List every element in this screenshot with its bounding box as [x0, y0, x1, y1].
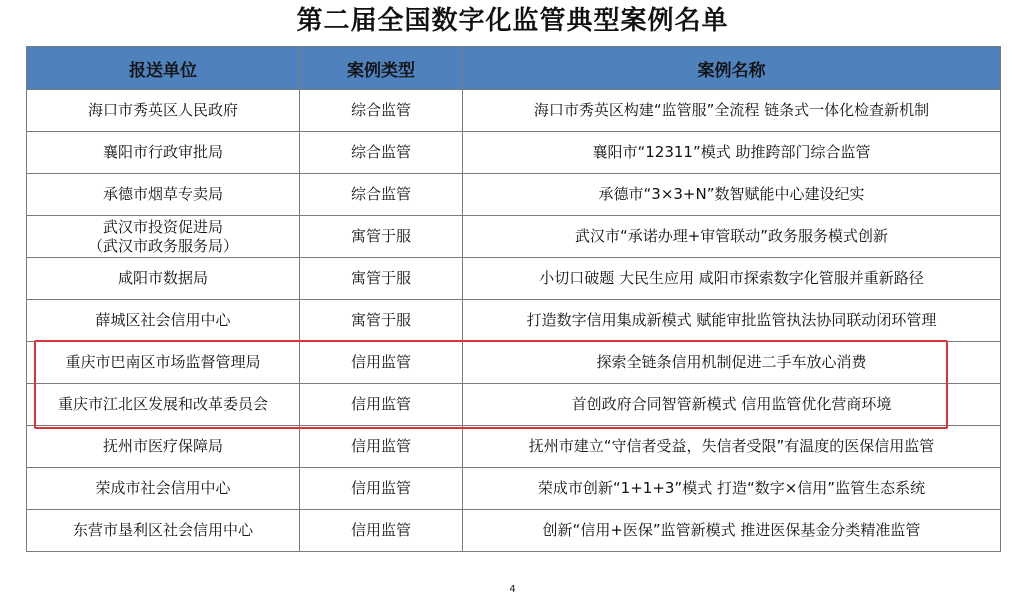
cell-type: 寓管于服 — [300, 258, 463, 300]
cell-unit: 东营市垦利区社会信用中心 — [27, 510, 300, 552]
cell-unit: 咸阳市数据局 — [27, 258, 300, 300]
table-row — [27, 300, 1001, 342]
cell-type: 信用监管 — [300, 510, 463, 552]
table-row — [27, 342, 1001, 384]
cell-case-name: 襄阳市“12311”模式 助推跨部门综合监管 — [463, 132, 1001, 174]
cell-unit: 襄阳市行政审批局 — [27, 132, 300, 174]
table-row — [27, 258, 1001, 300]
document-title: 第二届全国数字化监管典型案例名单 — [296, 6, 729, 36]
cell-case-name: 海口市秀英区构建“监管服”全流程 链条式一体化检查新机制 — [463, 90, 1001, 132]
header-case-type: 案例类型 — [300, 47, 463, 90]
cell-case-name: 小切口破题 大民生应用 咸阳市探索数字化管服并重新路径 — [463, 258, 1001, 300]
cell-type: 综合监管 — [300, 132, 463, 174]
cell-unit: 海口市秀英区人民政府 — [27, 90, 300, 132]
table-row — [27, 90, 1001, 132]
cell-unit-line2: （武汉市政务服务局） — [87, 236, 238, 255]
page-number: 4 — [509, 584, 516, 595]
case-list-table — [26, 46, 1001, 552]
cell-unit: 薛城区社会信用中心 — [27, 300, 300, 342]
cell-type: 信用监管 — [300, 468, 463, 510]
cell-case-name: 打造数字信用集成新模式 赋能审批监管执法协同联动闭环管理 — [463, 300, 1001, 342]
cell-type: 信用监管 — [300, 384, 463, 426]
cell-unit: 承德市烟草专卖局 — [27, 174, 300, 216]
cell-case-name: 荣成市创新“1+1+3”模式 打造“数字×信用”监管生态系统 — [463, 468, 1001, 510]
cell-type: 信用监管 — [300, 426, 463, 468]
cell-case-name: 抚州市建立“守信者受益，失信者受限”有温度的医保信用监管 — [463, 426, 1001, 468]
cell-type: 寓管于服 — [300, 300, 463, 342]
table-row — [27, 510, 1001, 552]
cell-unit: 荣成市社会信用中心 — [27, 468, 300, 510]
cell-type: 寓管于服 — [300, 216, 463, 258]
table-row — [27, 426, 1001, 468]
cell-unit: 重庆市巴南区市场监督管理局 — [27, 342, 300, 384]
cell-case-name: 承德市“3×3+N”数智赋能中心建设纪实 — [463, 174, 1001, 216]
cell-type: 综合监管 — [300, 90, 463, 132]
table-header-row — [27, 47, 1001, 90]
cell-case-name: 探索全链条信用机制促进二手车放心消费 — [463, 342, 1001, 384]
cell-case-name: 武汉市“承诺办理+审管联动”政务服务模式创新 — [463, 216, 1001, 258]
table-row — [27, 216, 1001, 258]
table-row — [27, 384, 1001, 426]
header-case-name: 案例名称 — [463, 47, 1001, 90]
cell-type: 综合监管 — [300, 174, 463, 216]
header-submitting-unit: 报送单位 — [27, 47, 300, 90]
cell-unit-line1: 武汉市投资促进局 — [102, 217, 223, 236]
table-row — [27, 132, 1001, 174]
cell-unit — [27, 216, 300, 258]
cell-unit: 抚州市医疗保障局 — [27, 426, 300, 468]
cell-type: 信用监管 — [300, 342, 463, 384]
cell-case-name: 首创政府合同智管新模式 信用监管优化营商环境 — [463, 384, 1001, 426]
table-row — [27, 468, 1001, 510]
cell-unit: 重庆市江北区发展和改革委员会 — [27, 384, 300, 426]
cell-case-name: 创新“信用+医保”监管新模式 推进医保基金分类精准监管 — [463, 510, 1001, 552]
table-row — [27, 174, 1001, 216]
